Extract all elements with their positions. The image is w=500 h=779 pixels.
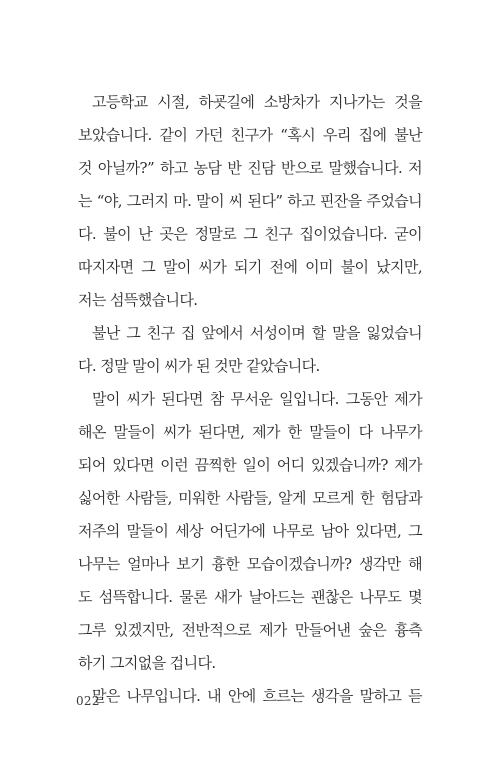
text-line: 다. 불이 난 곳은 정말로 그 친구 집이었습니다. 굳이 [78,225,422,243]
text-line: 하기 그지없을 겁니다. [78,654,216,672]
text-line: 저는 섬뜩했습니다. [78,291,198,309]
text-line: 되어 있다면 이런 끔찍한 일이 어디 있겠습니까? 제가 [78,456,422,474]
text-line: 나무는 얼마나 보기 흉한 모습이겠습니까? 생각만 해 [78,555,422,573]
text-line: 말은 나무입니다. 내 안에 흐르는 생각을 말하고 듣 [92,687,422,705]
text-line: 해온 말들이 씨가 된다면, 제가 한 말들이 다 나무가 [78,423,422,441]
text-line: 불난 그 친구 집 앞에서 서성이며 할 말을 잃었습니 [92,324,422,342]
text-line: 고등학교 시절, 하굣길에 소방차가 지나가는 것을 [92,93,422,111]
text-line: 싫어한 사람들, 미워한 사람들, 알게 모르게 한 험담과 [78,489,422,507]
text-line: 말이 씨가 된다면 참 무서운 일입니다. 그동안 제가 [92,390,422,408]
text-line: 따지자면 그 말이 씨가 되기 전에 이미 불이 났지만, [78,258,422,276]
text-line: 도 섬뜩합니다. 물론 새가 날아드는 괜찮은 나무도 몇 [78,588,422,606]
body-text [78,86,422,713]
text-line: 것 아닐까?” 하고 농담 반 진담 반으로 말했습니다. 저 [78,159,422,177]
text-line: 그루 있겠지만, 전반적으로 제가 만들어낸 숲은 흉측 [78,621,422,639]
page-number: 022 [76,694,100,708]
text-line: 다. 정말 말이 씨가 된 것만 같았습니다. [78,357,320,375]
text-line: 저주의 말들이 세상 어딘가에 나무로 남아 있다면, 그 [78,522,422,540]
text-line: 는 “야, 그러지 마. 말이 씨 된다” 하고 핀잔을 주었습니 [78,192,422,210]
text-line: 보았습니다. 같이 가던 친구가 “혹시 우리 집에 불난 [78,126,422,144]
